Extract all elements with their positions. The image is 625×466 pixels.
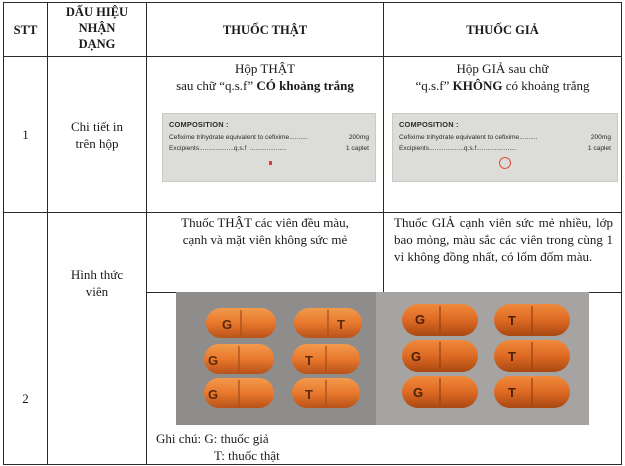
pill-comparison-photo	[176, 292, 589, 425]
pill-letter: G	[412, 385, 424, 400]
pill-letter: T	[508, 313, 516, 328]
excipient-line: Excipients...................q.s.f .................... 1 caplet	[169, 145, 369, 152]
pill-note: Ghi chú: G: thuốc giả T: thuốc thật	[156, 431, 280, 463]
row2-that-desc: Thuốc THẬT các viên đều màu, cạnh và mặt viên không sức mẻ	[181, 215, 349, 247]
box-label-photo-fake	[392, 113, 618, 182]
pill-letter: T	[508, 349, 516, 364]
table-border-bottom	[3, 464, 622, 465]
ingredient-line: Cefixime trihydrate equivalent to cefixime.......... 200mg	[399, 134, 611, 141]
pill-letter: T	[508, 385, 516, 400]
pill-group-1	[204, 308, 276, 408]
pill-letter: G	[207, 387, 219, 402]
no-gap-circle	[499, 157, 511, 169]
pill-letter: G	[414, 312, 426, 327]
row1-gia-caption: Hộp GIẢ sau chữ “q.s.f” KHÔNG có khoảng trắng	[415, 61, 590, 93]
header-dau-hieu: DẤU HIỆU NHẬN DẠNG	[65, 5, 129, 51]
row1-dau-hieu: Chi tiết in trên hộp	[71, 119, 123, 151]
box-label-photo-real	[162, 113, 376, 182]
row1-that-caption: Hộp THẬT sau chữ “q.s.f” CÓ khoảng trắng	[176, 61, 354, 93]
pill-group-4	[494, 304, 570, 408]
table-row-divider	[3, 212, 622, 213]
row2-stt: 2	[22, 391, 29, 406]
table-col-divider-1	[47, 2, 48, 465]
header-stt: STT	[13, 23, 38, 37]
pill-letter: T	[305, 353, 313, 368]
ingredient-line: Cefixime trihydrate equivalent to cefixime.......... 200mg	[169, 134, 369, 141]
table-border-top	[3, 2, 622, 3]
row2-dau-hieu: Hình thức viên	[70, 267, 124, 299]
pill-letter: T	[305, 387, 313, 402]
composition-heading: COMPOSITION :	[399, 120, 459, 129]
header-thuoc-that: THUỐC THẬT	[222, 23, 308, 37]
pill-group-2	[292, 308, 362, 408]
excipient-line: Excipients...................q.s.f...................... 1 caplet	[399, 145, 611, 152]
pill-letter: G	[221, 317, 233, 332]
pill-letter: T	[337, 317, 345, 332]
header-thuoc-gia: THUỐC GIẢ	[466, 23, 539, 37]
pill-letter: G	[410, 349, 422, 364]
table-border-right	[621, 2, 622, 465]
gap-marker	[269, 161, 272, 165]
table-col-divider-3	[383, 2, 384, 292]
row1-stt: 1	[22, 127, 29, 142]
pill-letter: G	[207, 353, 219, 368]
pill-group-3	[402, 304, 478, 408]
row2-gia-desc: Thuốc GIẢ cạnh viên sức mẻ nhiều, lớp bao mỏng, màu sắc các viên trong cùng 1 vỉ không đồng nhất, có lốm đốm màu.	[394, 215, 613, 264]
table-header-divider	[3, 56, 622, 57]
composition-heading: COMPOSITION :	[169, 120, 229, 129]
